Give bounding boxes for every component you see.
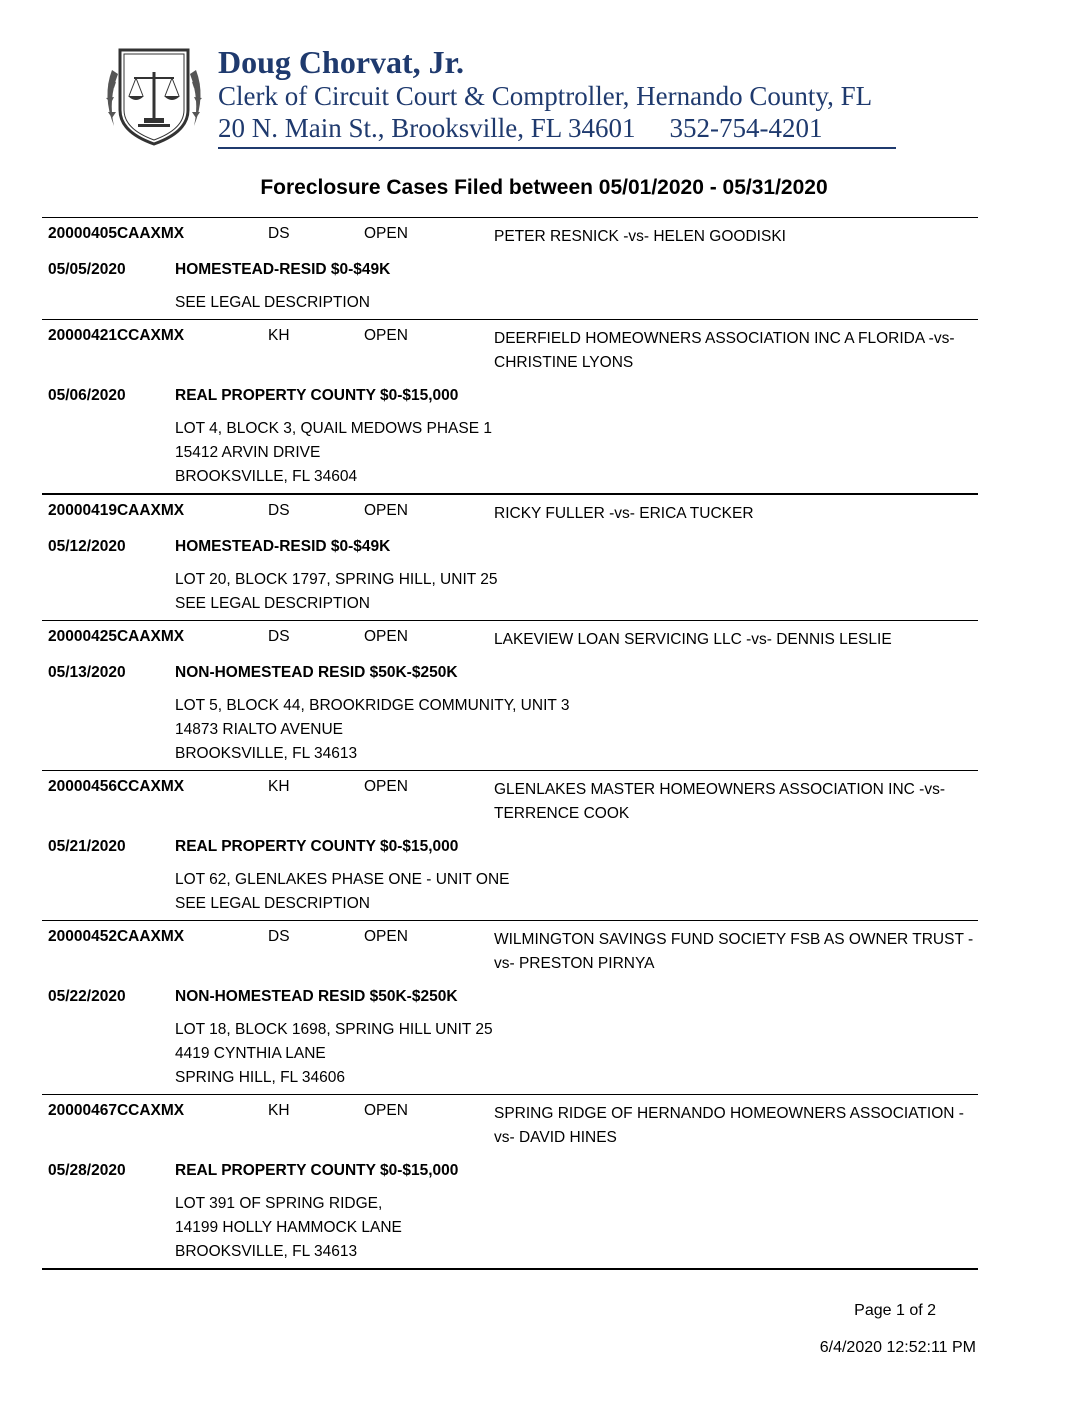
case-number: 20000405CAAXMX <box>48 225 185 242</box>
case-number: 20000421CCAXMX <box>48 327 185 344</box>
case-number: 20000425CAAXMX <box>48 628 185 645</box>
legal-line: 14199 HOLLY HAMMOCK LANE <box>175 1219 402 1236</box>
case-header-row <box>42 218 978 249</box>
case-parties: WILMINGTON SAVINGS FUND SOCIETY FSB AS OWNER TRUST -vs- PRESTON PIRNYA <box>494 931 974 972</box>
legal-line: BROOKSVILLE, FL 34613 <box>175 745 358 762</box>
filing-date: 05/06/2020 <box>48 387 126 404</box>
clerk-name: Doug Chorvat, Jr. <box>218 44 464 80</box>
case-status: OPEN <box>364 628 408 645</box>
case-number: 20000456CCAXMX <box>48 778 185 795</box>
clerk-seal-logo <box>98 40 210 152</box>
filing-date: 05/22/2020 <box>48 988 126 1005</box>
case-status: OPEN <box>364 1102 408 1119</box>
case-parties: DEERFIELD HOMEOWNERS ASSOCIATION INC A FLORIDA -vs- CHRISTINE LYONS <box>494 330 955 371</box>
case-entry <box>42 217 978 319</box>
legal-line: BROOKSVILLE, FL 34613 <box>175 1243 358 1260</box>
case-judge: KH <box>268 327 290 344</box>
case-entry <box>42 920 978 1094</box>
filing-date: 05/21/2020 <box>48 838 126 855</box>
report-timestamp: 6/4/2020 12:52:11 PM <box>819 1339 976 1356</box>
page-number: Page 1 of 2 <box>854 1302 936 1319</box>
case-header-row <box>42 621 978 652</box>
legal-line: LOT 391 OF SPRING RIDGE, <box>175 1195 383 1212</box>
clerk-office-title: Clerk of Circuit Court & Comptroller, Hernando County, FL <box>218 81 873 111</box>
case-type: HOMESTEAD-RESID $0-$49K <box>175 261 391 278</box>
case-judge: DS <box>268 502 290 519</box>
legal-line: LOT 4, BLOCK 3, QUAIL MEDOWS PHASE 1 <box>175 420 492 437</box>
case-status: OPEN <box>364 778 408 795</box>
legal-line: SEE LEGAL DESCRIPTION <box>175 895 370 912</box>
case-filing-row <box>42 257 978 281</box>
legal-description <box>175 868 978 916</box>
case-parties: GLENLAKES MASTER HOMEOWNERS ASSOCIATION INC -vs- TERRENCE COOK <box>494 781 945 822</box>
case-number: 20000452CAAXMX <box>48 928 185 945</box>
legal-description <box>175 568 978 616</box>
legal-line: LOT 18, BLOCK 1698, SPRING HILL UNIT 25 <box>175 1021 493 1038</box>
case-judge: DS <box>268 628 290 645</box>
case-type: REAL PROPERTY COUNTY $0-$15,000 <box>175 838 459 855</box>
legal-line: BROOKSVILLE, FL 34604 <box>175 468 358 485</box>
case-filing-row <box>42 1158 978 1182</box>
filing-date: 05/05/2020 <box>48 261 126 278</box>
case-number: 20000419CAAXMX <box>48 502 185 519</box>
report-title: Foreclosure Cases Filed between 05/01/2020 - 05/31/2020 <box>260 176 828 199</box>
legal-line: LOT 62, GLENLAKES PHASE ONE - UNIT ONE <box>175 871 510 888</box>
case-judge: DS <box>268 225 290 242</box>
case-list <box>42 217 978 1270</box>
case-entry <box>42 620 978 770</box>
case-status: OPEN <box>364 502 408 519</box>
case-entry <box>42 770 978 920</box>
case-status: OPEN <box>364 225 408 242</box>
case-judge: KH <box>268 778 290 795</box>
legal-line: SEE LEGAL DESCRIPTION <box>175 595 370 612</box>
case-filing-row <box>42 383 978 407</box>
legal-line: LOT 5, BLOCK 44, BROOKRIDGE COMMUNITY, UNIT 3 <box>175 697 570 714</box>
case-filing-row <box>42 834 978 858</box>
legal-description <box>175 694 978 766</box>
case-judge: DS <box>268 928 290 945</box>
case-filing-row <box>42 534 978 558</box>
case-header-row <box>42 1095 978 1150</box>
legal-line: LOT 20, BLOCK 1797, SPRING HILL, UNIT 25 <box>175 571 498 588</box>
case-entry <box>42 319 978 493</box>
filing-date: 05/12/2020 <box>48 538 126 555</box>
case-entry <box>42 493 978 620</box>
case-judge: KH <box>268 1102 290 1119</box>
legal-line: SEE LEGAL DESCRIPTION <box>175 294 370 311</box>
case-header-row <box>42 495 978 526</box>
clerk-address: 20 N. Main St., Brooksville, FL 34601 <box>218 113 636 143</box>
case-type: NON-HOMESTEAD RESID $50K-$250K <box>175 988 458 1005</box>
case-parties: LAKEVIEW LOAN SERVICING LLC -vs- DENNIS LESLIE <box>494 631 892 648</box>
filing-date: 05/28/2020 <box>48 1162 126 1179</box>
clerk-address-line <box>218 113 823 144</box>
case-status: OPEN <box>364 327 408 344</box>
letterhead-rule <box>218 147 896 149</box>
case-filing-row <box>42 984 978 1008</box>
legal-line: SPRING HILL, FL 34606 <box>175 1069 346 1086</box>
case-filing-row <box>42 660 978 684</box>
case-number: 20000467CCAXMX <box>48 1102 185 1119</box>
case-type: REAL PROPERTY COUNTY $0-$15,000 <box>175 1162 459 1179</box>
case-header-row <box>42 921 978 976</box>
legal-description <box>175 291 978 315</box>
case-parties: PETER RESNICK -vs- HELEN GOODISKI <box>494 228 786 245</box>
legal-line: 15412 ARVIN DRIVE <box>175 444 321 461</box>
case-type: NON-HOMESTEAD RESID $50K-$250K <box>175 664 458 681</box>
case-parties: SPRING RIDGE OF HERNANDO HOMEOWNERS ASSOCIATION -vs- DAVID HINES <box>494 1105 964 1146</box>
case-type: REAL PROPERTY COUNTY $0-$15,000 <box>175 387 459 404</box>
filing-date: 05/13/2020 <box>48 664 126 681</box>
legal-description <box>175 417 978 489</box>
list-bottom-rule <box>42 1268 978 1270</box>
legal-description <box>175 1192 978 1264</box>
case-parties: RICKY FULLER -vs- ERICA TUCKER <box>494 505 754 522</box>
case-header-row <box>42 320 978 375</box>
legal-line: 4419 CYNTHIA LANE <box>175 1045 326 1062</box>
case-entry <box>42 1094 978 1268</box>
legal-line: 14873 RIALTO AVENUE <box>175 721 344 738</box>
legal-description <box>175 1018 978 1090</box>
clerk-phone: 352-754-4201 <box>669 113 823 143</box>
case-status: OPEN <box>364 928 408 945</box>
case-header-row <box>42 771 978 826</box>
case-type: HOMESTEAD-RESID $0-$49K <box>175 538 391 555</box>
